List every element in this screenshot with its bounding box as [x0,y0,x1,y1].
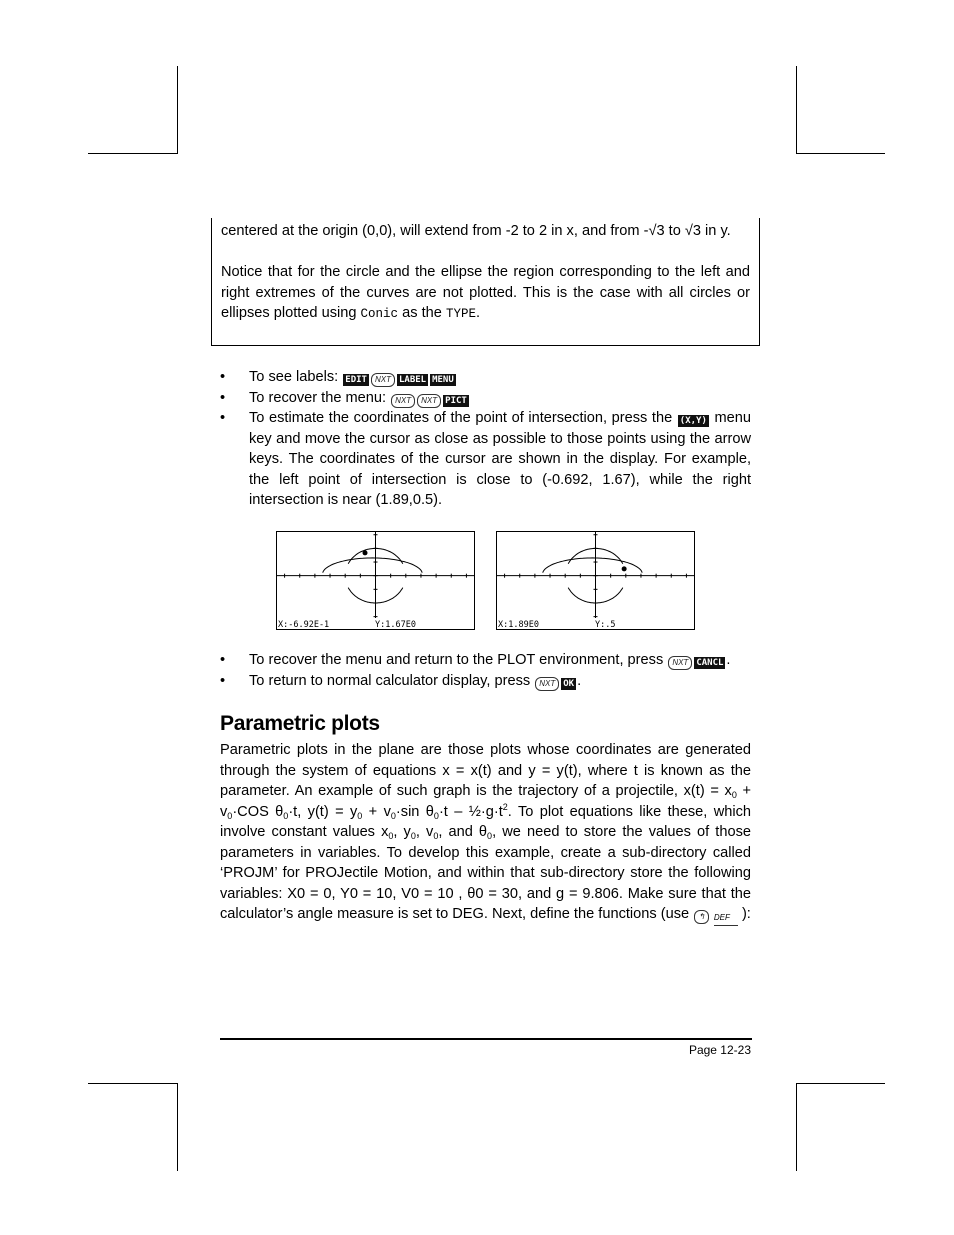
softkey-menu: MENU [432,375,454,385]
code-type: TYPE [445,307,476,321]
cursor-point [622,566,627,571]
page-number: Page 12-23 [688,1043,751,1057]
plot-graphic [497,532,694,629]
crop-mark [88,153,178,154]
second-curve [323,558,423,573]
plot-graphic [277,532,474,629]
readout-x: X:1.89E0 [498,620,539,629]
bullet-list [220,650,751,691]
crop-mark [177,1083,178,1171]
softkey-xy: (X,Y) [679,416,707,426]
crop-mark [88,1083,178,1084]
nxt-key: NXT [391,394,415,408]
readout-y: Y:1.67E0 [375,620,416,629]
list-item: • To recover the menu and return to the PLOT environment, press NXT CANCL . [220,652,731,668]
calculator-screen-right [496,531,695,630]
softkey-label: LABEL [398,375,427,385]
crop-mark [796,66,797,154]
list-item: • To see labels: EDIT NXT LABEL MENU [220,369,454,385]
nxt-key: NXT [535,677,559,691]
softkey-pict: PICT [445,395,467,406]
note-box [211,218,760,346]
note-paragraph: Notice that for the circle and the ellipse the region corresponding to the left and right extremes of the curves are not plotted. This is the case with all circles or ellipses plotted using Conic as the TYPE. [221,264,750,321]
list-item: • To estimate the coordinates of the point of intersection, press the (X,Y) menu key and move the cursor as close as possible to those points using the arrow keys. The coordinates of the cursor are shown in the display. For example, the left point of intersection is close to (-0.692, 1.67), while the right intersection is near (1.89,0.5). [220,410,751,508]
second-curve [543,558,643,573]
bullet-list [220,367,751,511]
nxt-key: NXT [668,656,692,670]
cursor-point [363,550,368,555]
crop-mark [796,1083,885,1084]
crop-mark [796,1083,797,1171]
readout-x: X:-6.92E-1 [278,620,330,629]
left-shift-key: ↰ [694,910,709,924]
crop-mark [177,66,178,154]
calculator-screen-left [276,531,475,630]
footer-rule [220,1038,752,1040]
code-conic: Conic [360,307,399,321]
section-paragraph: Parametric plots in the plane are those plots whose coordinates are generated through the system of equations x = x(t) and y = y(t), where t is known as the parameter. An example of such graph is the trajectory of a projectile, $x(t) = x_0 + v_0\cdot COS$ $\theta_0\cdot t$, $y(t) = y_0 + v_0\cdot\sin$ $\theta_0\cdot t$ – $\frac{1}{2}\cdot g\cdot t^2$. To plot equations like these, which involve constant values $x_0$, $y_0$, $v_0$, and $\theta_0$, we need to store the values of those parameters in variables. To develop this example, create a sub-directory called ‘PROJM’ for PROJectile Motion, and within that sub-directory store the following variables: X0 = 0, Y0 = 10, V0 = 10 , θ0 = 30, and g = 9.806. Make sure that the calculator’s angle measure is set to DEG. Next, define the functions (use ↰ DEF ): [220,740,751,926]
softkey-edit: EDIT [345,375,367,385]
crop-mark [796,153,885,154]
nxt-key: NXT [371,373,395,387]
softkey-ok: OK [563,678,575,689]
nxt-key: NXT [417,394,441,408]
softkey-cancl: CANCL [696,658,724,668]
note-paragraph: centered at the origin (0,0), will extend from -2 to 2 in x, and from -√3 to √3 in y. [221,223,731,239]
def-key: DEF [714,912,738,926]
section-heading: Parametric plots [220,712,380,735]
readout-y: Y:.5 [595,620,616,629]
list-item: • To recover the menu: NXT NXT PICT [220,389,467,406]
list-item: • To return to normal calculator display, press NXT OK . [220,672,582,689]
